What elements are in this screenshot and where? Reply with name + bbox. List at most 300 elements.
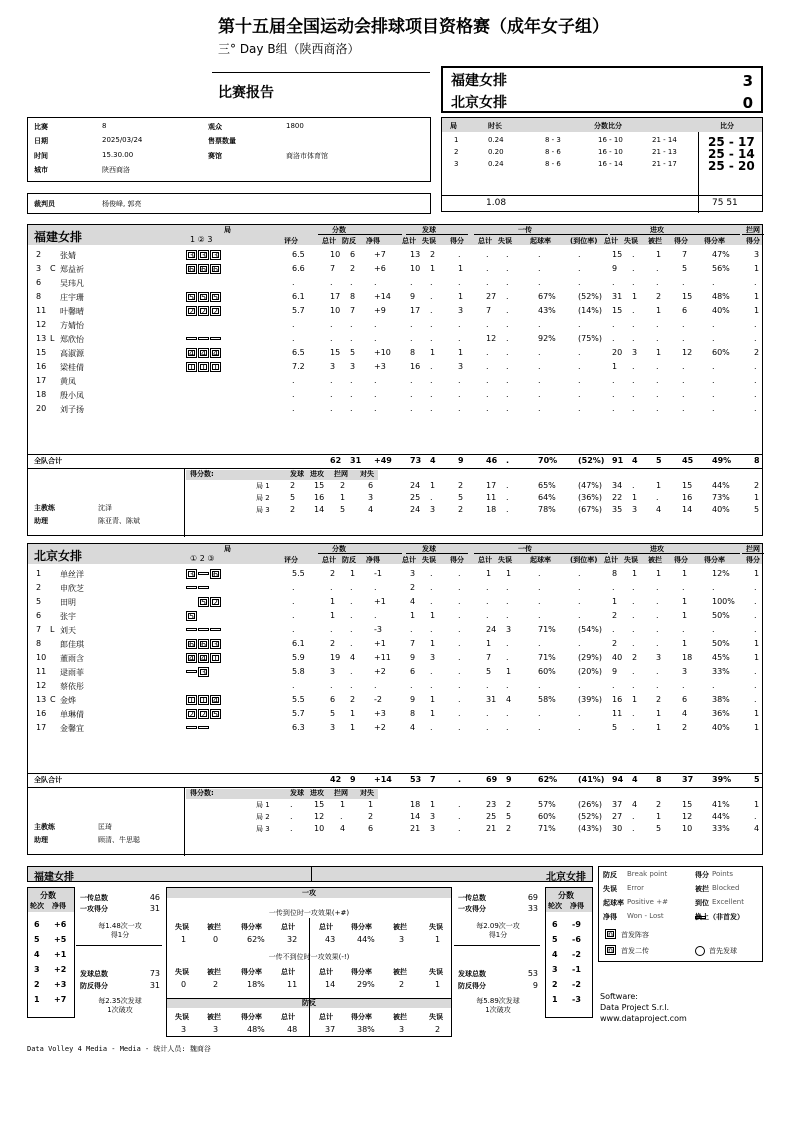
stat-a_blk: 1 — [656, 723, 662, 732]
match-time: 15.30.00 — [102, 151, 134, 159]
legend-term: 起球率 — [603, 899, 624, 907]
player-sets — [186, 723, 210, 732]
player-role: C — [50, 264, 56, 273]
pts-label: 得分数: — [190, 789, 214, 797]
sub2: 一传不到位时一攻效果(-!) — [268, 953, 350, 961]
stat-tot: 1 — [330, 597, 336, 606]
player-row — [28, 583, 762, 596]
stat-s_pts: . — [458, 681, 461, 690]
rec-total-label: 一传总数 — [458, 894, 486, 902]
stat-r_exc: (29%) — [578, 653, 603, 662]
stat-s_tot: 3 — [410, 569, 416, 578]
stat-s_pts: . — [458, 334, 461, 343]
stat-a_pct: . — [712, 376, 715, 385]
set-r_exc: (26%) — [578, 800, 603, 809]
stat-net: . — [374, 681, 377, 690]
set-s_tot: 24 — [410, 481, 421, 490]
rotation-net: -2 — [572, 950, 581, 959]
total-label: 全队合计 — [34, 776, 62, 784]
hdr-score: 分数 — [332, 226, 346, 234]
player-number: 18 — [36, 390, 47, 399]
starting-position: 1 — [198, 695, 209, 705]
stat-s_pts: . — [458, 404, 461, 413]
stat-b_pts: 2 — [754, 348, 760, 357]
pts-band — [186, 470, 378, 480]
set-a_err: 1 — [632, 493, 638, 502]
player-number: 6 — [36, 611, 42, 620]
sub-marker — [198, 628, 209, 631]
stat-tot: 15 — [330, 348, 341, 357]
hdr-a_pct: 得分率 — [704, 556, 725, 564]
center-hdr: 被拦 — [393, 1013, 407, 1021]
player-name: 郑欣怡 — [60, 335, 84, 344]
hdr-score: 分数 — [332, 545, 346, 553]
sub-marker — [198, 586, 209, 589]
stat-r_pos: 71% — [538, 625, 556, 634]
stat-s_pts: . — [458, 667, 461, 676]
stat-a_pts: . — [682, 376, 685, 385]
label-time: 时间 — [34, 152, 48, 160]
stat-a_pts: 15 — [682, 292, 693, 301]
total-r_pos: 70% — [538, 456, 558, 465]
set-a_err: 4 — [632, 800, 638, 809]
player-sets — [186, 264, 222, 274]
set-b_pts: 5 — [754, 505, 760, 514]
stat-tot: 19 — [330, 653, 341, 662]
stat-r_tot: 27 — [486, 292, 497, 301]
total-line2 — [28, 787, 762, 788]
rotation-net: +6 — [54, 920, 67, 929]
stat-b_pts: 1 — [754, 653, 760, 662]
center-hdr: 总计 — [281, 923, 295, 931]
match-date: 2025/03/24 — [102, 136, 143, 144]
stat-b_pts: . — [754, 611, 757, 620]
rec-total: 69 — [527, 893, 538, 902]
set-partial-16: 16 - 14 — [598, 160, 623, 168]
stat-a_pct: . — [712, 362, 715, 371]
total-duration: 1.08 — [486, 198, 507, 208]
stat-rating: 6.5 — [292, 250, 305, 259]
stat-r_pos: . — [538, 569, 541, 578]
stat-s_err: . — [430, 404, 433, 413]
set-label: 局 3 — [256, 506, 270, 514]
stat-s_pts: . — [458, 278, 461, 287]
stat-a_pct: 40% — [712, 723, 730, 732]
group-line — [474, 234, 608, 235]
stat-a_tot: 15 — [612, 250, 623, 259]
set-pts: 1 — [340, 493, 346, 502]
set-pts: 10 — [314, 824, 325, 833]
set-r_pos: 71% — [538, 824, 556, 833]
stat-s_err: 1 — [430, 709, 436, 718]
player-number: 8 — [36, 292, 42, 301]
center-val: 2 — [213, 980, 219, 989]
sub-marker — [186, 337, 197, 340]
hdr-set: 局 — [450, 122, 457, 130]
team-a-name: 福建女排 — [451, 73, 507, 89]
starting-position: 6 — [186, 639, 197, 649]
stat-r_tot: . — [486, 348, 489, 357]
rot-sub2: 净得 — [52, 902, 66, 910]
set-r_tot: 17 — [486, 481, 497, 490]
player-sets — [186, 709, 222, 719]
stat-a_err: . — [632, 625, 635, 634]
stat-s_tot: 16 — [410, 362, 421, 371]
stat-r_exc: . — [578, 362, 581, 371]
player-name: 郎佳琪 — [60, 640, 84, 649]
stat-r_exc: . — [578, 709, 581, 718]
set-partial-8: 8 - 6 — [545, 148, 561, 156]
stat-s_pts: . — [458, 723, 461, 732]
stat-b_pts: 3 — [754, 250, 760, 259]
center-val: 2 — [399, 980, 405, 989]
set-r_err: . — [506, 493, 509, 502]
center-val: 38% — [357, 1025, 375, 1034]
stat-tot: . — [330, 334, 333, 343]
stat-r_exc: . — [578, 376, 581, 385]
stat-a_tot: . — [612, 376, 615, 385]
rec-total: 46 — [149, 893, 160, 902]
hdr-a_pts: 得分 — [674, 556, 688, 564]
set-a_tot: 34 — [612, 481, 623, 490]
set-a_blk: 2 — [656, 800, 662, 809]
set-pts: 4 — [340, 824, 346, 833]
setter-label: 首发二传 — [621, 947, 649, 955]
player-number: 15 — [36, 348, 47, 357]
player-sets — [186, 362, 222, 372]
hdr-rating: 评分 — [284, 237, 298, 245]
stat-r_pos: . — [538, 278, 541, 287]
hdr-a_err: 失误 — [624, 237, 638, 245]
rotation-number: 3 — [34, 965, 40, 974]
stat-r_tot: . — [486, 376, 489, 385]
stat-a_blk: 1 — [656, 306, 662, 315]
set-a_pct: 44% — [712, 812, 730, 821]
total-a_pct: 49% — [712, 456, 732, 465]
center-hdr: 得分率 — [241, 1013, 262, 1021]
hdr-tot: 总计 — [322, 237, 336, 245]
stat-s_pts: . — [458, 320, 461, 329]
stat-r_pos: 58% — [538, 695, 556, 704]
stat-a_err: 1 — [632, 292, 638, 301]
player-row — [28, 334, 762, 347]
stat-a_blk: . — [656, 390, 659, 399]
center-hdr: 总计 — [281, 968, 295, 976]
hdr-s_err: 失误 — [422, 237, 436, 245]
hdr-attack: 进攻 — [650, 226, 664, 234]
total-line — [28, 454, 762, 455]
stat-s_tot: . — [410, 320, 413, 329]
stat-s_tot: 13 — [410, 250, 421, 259]
sideout-box — [166, 887, 452, 1037]
set-a_pts: 15 — [682, 800, 693, 809]
set-a_pts: 15 — [682, 481, 693, 490]
stat-s_pts: 1 — [458, 348, 464, 357]
starting-position: 1 — [210, 362, 221, 372]
stat-b_pts: 1 — [754, 639, 760, 648]
sub-marker — [198, 726, 209, 729]
rotation-net: -2 — [572, 980, 581, 989]
label-date: 日期 — [34, 137, 48, 145]
team-b-stats — [27, 543, 763, 855]
summary-team-a: 福建女排 — [34, 872, 74, 883]
center-hdr: 总计 — [281, 1013, 295, 1021]
rotation-net: +2 — [54, 965, 67, 974]
player-name: 庄宇珊 — [60, 293, 84, 302]
stat-a_pct: . — [712, 390, 715, 399]
stat-tot: . — [330, 390, 333, 399]
stat-rating: . — [292, 376, 295, 385]
srv-total-label: 发球总数 — [80, 970, 108, 978]
stat-r_exc: . — [578, 278, 581, 287]
label-receipts: 售票数量 — [208, 137, 236, 145]
hdr-serve: 发球 — [422, 226, 436, 234]
hdr-s_pts: 得分 — [450, 556, 464, 564]
set-s_err: 3 — [430, 505, 436, 514]
stat-a_pct: 100% — [712, 597, 735, 606]
stat-s_tot: 4 — [410, 597, 416, 606]
center-hdr: 失误 — [175, 923, 189, 931]
set-label: 局 1 — [256, 801, 270, 809]
stat-a_pct: . — [712, 404, 715, 413]
rotation-number: 5 — [552, 935, 558, 944]
stat-a_tot: 11 — [612, 709, 623, 718]
stat-a_err: . — [632, 611, 635, 620]
stat-a_pts: 1 — [682, 611, 688, 620]
legend-desc: Blocked — [712, 884, 740, 892]
set-label: 局 2 — [256, 813, 270, 821]
player-sets — [186, 639, 222, 649]
stat-rating: . — [292, 597, 295, 606]
center-hdr: 得分率 — [351, 968, 372, 976]
player-name: 张婧 — [60, 251, 76, 260]
player-sets — [186, 583, 210, 592]
stat-a_pct: . — [712, 278, 715, 287]
srv-total: 73 — [149, 969, 160, 978]
stat-r_err: . — [506, 320, 509, 329]
stat-a_pct: 38% — [712, 695, 730, 704]
starting-position: 4 — [186, 653, 197, 663]
stat-s_tot: 9 — [410, 653, 416, 662]
stat-r_exc: . — [578, 597, 581, 606]
starting-position: 1 — [210, 653, 221, 663]
player-number: 17 — [36, 723, 47, 732]
player-number: 7 — [36, 625, 42, 634]
stat-net: +11 — [374, 653, 391, 662]
stat-tot: 3 — [330, 723, 336, 732]
stat-a_tot: 9 — [612, 667, 618, 676]
total-line — [28, 773, 762, 774]
stat-bp: . — [350, 597, 353, 606]
stat-r_exc: (54%) — [578, 625, 603, 634]
stat-b_pts: . — [754, 362, 757, 371]
stat-r_err: . — [506, 709, 509, 718]
set-s_tot: 25 — [410, 493, 421, 502]
legend-desc: Won - Lost — [627, 912, 664, 920]
starting-position: 5 — [198, 597, 209, 607]
player-name: 吴玮凡 — [60, 279, 84, 288]
set-vline — [184, 788, 185, 856]
set-r_tot: 23 — [486, 800, 497, 809]
stat-a_err: . — [632, 390, 635, 399]
stat-s_tot: 8 — [410, 709, 416, 718]
stat-net: -3 — [374, 625, 382, 634]
group-line — [318, 553, 402, 554]
set-b_pts: 2 — [754, 481, 760, 490]
stat-b_pts: . — [754, 667, 757, 676]
att-pts-label: 一攻得分 — [80, 905, 108, 913]
label-match: 比赛 — [34, 123, 48, 131]
player-name: 金烨 — [60, 696, 76, 705]
hdr-bp: 防反 — [342, 556, 356, 564]
total-a_pts: 37 — [682, 775, 694, 784]
center-val: 37 — [325, 1025, 336, 1034]
rotation-number: 2 — [34, 980, 40, 989]
stat-a_pts: . — [682, 390, 685, 399]
set-pts: 5 — [290, 493, 296, 502]
note2b: 1次破攻 — [485, 1006, 511, 1014]
stat-a_blk: . — [656, 639, 659, 648]
stat-rating: . — [292, 583, 295, 592]
stat-r_exc: . — [578, 348, 581, 357]
pts-hdr: 进攻 — [310, 789, 324, 797]
stat-r_pos: . — [538, 404, 541, 413]
stat-s_pts: . — [458, 597, 461, 606]
center-val: 3 — [181, 1025, 187, 1034]
stat-r_tot: . — [486, 681, 489, 690]
set-a_pct: 73% — [712, 493, 730, 502]
sideout-title: 一攻 — [302, 889, 316, 897]
stat-rating: . — [292, 681, 295, 690]
player-number: 3 — [36, 264, 42, 273]
stat-net: +2 — [374, 667, 386, 676]
stat-rating: 6.6 — [292, 264, 305, 273]
stat-rating: 6.1 — [292, 292, 305, 301]
stat-r_err: . — [506, 583, 509, 592]
stat-a_tot: 20 — [612, 348, 623, 357]
stat-bp: 7 — [350, 306, 356, 315]
stat-a_blk: . — [656, 264, 659, 273]
stat-r_tot: 7 — [486, 653, 492, 662]
stat-a_pts: . — [682, 583, 685, 592]
stat-s_tot: 4 — [410, 723, 416, 732]
stat-a_blk: . — [656, 625, 659, 634]
player-name: 梁桂倩 — [60, 363, 84, 372]
hdr-reception: 一传 — [518, 226, 532, 234]
stat-r_exc: . — [578, 611, 581, 620]
set-a_pct: 44% — [712, 481, 730, 490]
stat-tot: 7 — [330, 264, 336, 273]
stat-a_tot: . — [612, 390, 615, 399]
stat-r_exc: (52%) — [578, 292, 603, 301]
stat-s_err: 1 — [430, 348, 436, 357]
stat-s_pts: . — [458, 653, 461, 662]
player-number: 5 — [36, 597, 42, 606]
player-row — [28, 625, 762, 638]
stat-a_pts: 4 — [682, 709, 688, 718]
set-pts: 12 — [314, 812, 325, 821]
stat-tot: 3 — [330, 667, 336, 676]
stat-r_tot: . — [486, 390, 489, 399]
stat-bp: 2 — [350, 264, 356, 273]
center-hdr: 得分率 — [351, 1013, 372, 1021]
stat-a_err: 2 — [632, 653, 638, 662]
player-row — [28, 264, 762, 277]
player-sets — [186, 611, 198, 621]
player-name: 田明 — [60, 598, 76, 607]
total-s_err: 4 — [430, 456, 436, 465]
sub-marker — [186, 726, 197, 729]
team-name: 北京女排 — [34, 549, 83, 563]
center-val: 11 — [287, 980, 298, 989]
player-name: 金馨宜 — [60, 724, 84, 733]
match-report-label: 比赛报告 — [218, 85, 274, 101]
legend-term: 到位 — [695, 899, 709, 907]
stat-b_pts: . — [754, 625, 757, 634]
total-r_err: . — [506, 456, 510, 465]
stat-r_pos: . — [538, 250, 541, 259]
total-a_blk: 8 — [656, 775, 662, 784]
stat-tot: . — [330, 583, 333, 592]
total-line2 — [28, 468, 762, 469]
stat-a_err: . — [632, 250, 635, 259]
stat-a_err: . — [632, 667, 635, 676]
pts-hdr: 发球 — [290, 789, 304, 797]
stat-r_exc: . — [578, 264, 581, 273]
stat-a_pts: 2 — [682, 723, 688, 732]
center-val: 3 — [399, 935, 405, 944]
player-name: 单琳倩 — [60, 710, 84, 719]
stat-r_exc: . — [578, 681, 581, 690]
website: www.dataproject.com — [600, 1014, 687, 1023]
total-a_tot: 94 — [612, 775, 624, 784]
stat-tot: 1 — [330, 611, 336, 620]
total-s_pts: 9 — [458, 456, 464, 465]
player-sets — [186, 250, 222, 260]
stat-a_pts: 1 — [682, 597, 688, 606]
player-name: 董雨含 — [60, 654, 84, 663]
stat-s_tot: 8 — [410, 348, 416, 357]
stat-b_pts: . — [754, 376, 757, 385]
stat-a_blk: 1 — [656, 569, 662, 578]
total-tot: 42 — [330, 775, 342, 784]
stat-tot: . — [330, 278, 333, 287]
starting-position: 5 — [210, 709, 221, 719]
hdr-s_tot: 总计 — [402, 237, 416, 245]
stat-a_pts: . — [682, 362, 685, 371]
label-venue: 赛馆 — [208, 152, 222, 160]
set-a_pct: 41% — [712, 800, 730, 809]
stat-s_pts: . — [458, 583, 461, 592]
stat-a_pts: 5 — [682, 264, 688, 273]
stat-b_pts: 1 — [754, 292, 760, 301]
note2: 每2.35次发球 — [98, 997, 142, 1005]
center-hdr: 被拦 — [207, 1013, 221, 1021]
center-hdr: 失误 — [429, 968, 443, 976]
stat-r_err: . — [506, 404, 509, 413]
hdr-rating: 评分 — [284, 556, 298, 564]
set-duration: 0.24 — [488, 136, 504, 144]
set-a_pts: 12 — [682, 812, 693, 821]
starting-position: 3 — [198, 250, 209, 260]
stat-b_pts: . — [754, 390, 757, 399]
hdr-r_exc: (到位率) — [570, 556, 598, 564]
stat-r_tot: 7 — [486, 306, 492, 315]
hdr-r_err: 失误 — [498, 237, 512, 245]
set-s_err: . — [430, 493, 433, 502]
stat-r_exc: (75%) — [578, 334, 603, 343]
stat-s_err: 1 — [430, 639, 436, 648]
